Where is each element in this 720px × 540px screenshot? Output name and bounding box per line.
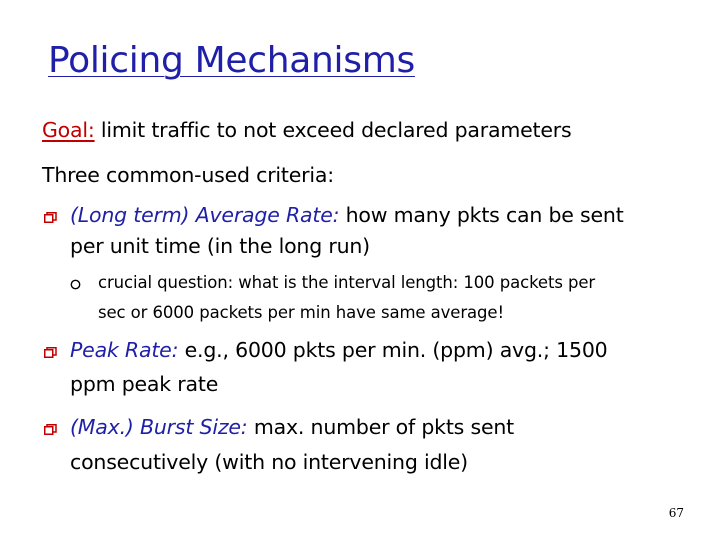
slide-title: Policing Mechanisms <box>48 40 415 81</box>
bullet-average-rate <box>70 203 624 227</box>
bullet-text-continued: per unit time (in the long run) <box>70 234 370 258</box>
goal-line <box>42 118 572 142</box>
goal-text: limit traffic to not exceed declared parameters <box>100 118 572 142</box>
bullet-text-continued: consecutively (with no intervening idle) <box>70 450 468 474</box>
sub-bullet-line: sec or 6000 packets per min have same average! <box>98 303 504 322</box>
circle-bullet-icon <box>70 275 81 294</box>
bullet-burst-size <box>70 415 514 439</box>
goal-label: Goal: <box>42 118 95 142</box>
intro-line: Three common-used criteria: <box>42 163 334 187</box>
term-average-rate: (Long term) Average Rate: <box>70 203 340 227</box>
square-bullet-icon <box>44 347 57 358</box>
sub-bullet-line: crucial question: what is the interval length: 100 packets per <box>98 273 596 292</box>
bullet-text: e.g., 6000 pkts per min. (ppm) avg.; 1500 <box>184 338 608 362</box>
page-number: 67 <box>668 506 684 520</box>
term-burst-size: (Max.) Burst Size: <box>70 415 248 439</box>
bullet-peak-rate <box>70 338 608 362</box>
bullet-text: how many pkts can be sent <box>345 203 624 227</box>
term-peak-rate: Peak Rate: <box>70 338 179 362</box>
square-bullet-icon <box>44 424 57 435</box>
bullet-text-continued: ppm peak rate <box>70 372 219 396</box>
bullet-text: max. number of pkts sent <box>253 415 514 439</box>
square-bullet-icon <box>44 212 57 223</box>
